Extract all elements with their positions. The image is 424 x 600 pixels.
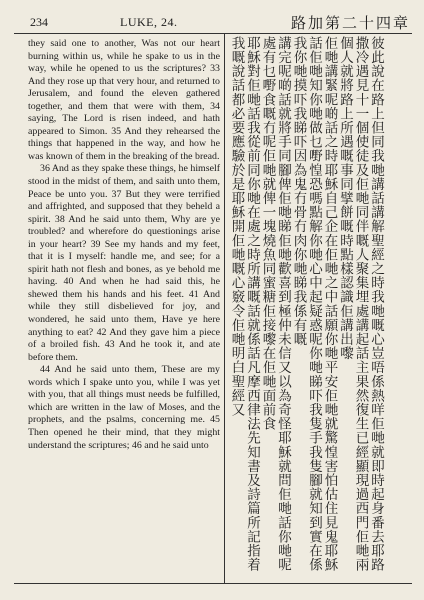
chinese-paragraph: 耶穌對佢哋話我從前同你哋在處之時所講嘅話就係話凡摩西律法先知書及詩篇所記指着我嘅說話都必要應驗於是耶穌開佢哋嘅心竅令佢哋明白聖經又 (228, 36, 260, 572)
english-paragraph: 36 And as they spake these things, he himself stood in the midst of them, and saith unto them, Peace be unto you. 37 But they were terrified and affrighted, and supposed that they beheld a spirit. 38 And he said unto them, Why are ye troubled? and wherefore do questionings arise in your heart? 39 See my hands and my feet, that it is I myself: handle me, and see; for a spirit hath not flesh and bones, as ye behold me having. 40 And when he had said this, he shewed them his hands and his feet. 41 And while they still disbelieved for joy, and wondered, he said unto them, Have ye here anything to eat? 42 And they gave him a piece of a broiled fish. 43 And he took it, and ate before them. (28, 163, 220, 363)
chinese-running-title: 路加第二十四章 (290, 14, 410, 32)
english-paragraph: 44 And he said unto them, These are my words which I spake unto you, while I was yet with you, that all things must needs be fulfilled, which are written in the law of Moses, and the prophets, and the psalms, concerning me. 45 Then opened he their mind, that they might understand the scriptures; 46 and he said unto (28, 364, 220, 451)
english-column (28, 38, 220, 452)
english-running-title: LUKE, 24. (120, 15, 178, 29)
column-divider (224, 34, 225, 584)
page-number: 234 (30, 15, 48, 29)
header-rule (14, 33, 412, 34)
chinese-paragraph: 講完呢啲話就將手同腳俾佢哋睇佢哋歡喜到極仲未信又以為奇怪耶穌就問佢哋話你哋呢處有乜嘢食嘅冇呢佢哋就俾一塊燒魚同蜜糖佢接嚟在佢哋面前食 (259, 36, 291, 572)
english-paragraph: they said one to another, Was not our heart burning within us, while he spake to us in the way, while he opened to us the scriptures? 33 And they rose up that very hour, and returned to Jerusalem, and found the eleven gathered together, and them that were with them, 34 saying, The Lord is risen indeed, and hath appeared to Simon. 35 And they rehearsed the things that happened in the way, and how he was known of them in the breaking of the bread. (28, 38, 220, 162)
chinese-column (228, 36, 410, 580)
chinese-paragraph: 彼此說在路上但同我哋講話講解聖經之時我哋嘅心豈唔係熱咩佢哋就即時起身番去耶路撒冷遇見十一個使徒及佢哋同伴嘅人聚集埋處講起話主果然復生已經顯現過西門佢哋兩個人就將路上所遇嘅事同擘餅嘅時點樣認識佢講出嚟 (337, 36, 384, 572)
chinese-paragraph: 佢哋講緊呢啲話之時耶穌自己企在佢哋之中話願你哋平安佢哋就驚惶害怕估住見鬼耶穌話佢哋知你哋做乜嘢惶恐嗎點解你哋心中起疑惑呢你哋睇吓我隻手我隻腳就知到實在係我你哋摸吓我睇吓因為鬼冇骨冇肉你哋睇我係有嘅 (290, 36, 338, 572)
footer-rule (14, 583, 412, 584)
page-header (14, 12, 412, 32)
